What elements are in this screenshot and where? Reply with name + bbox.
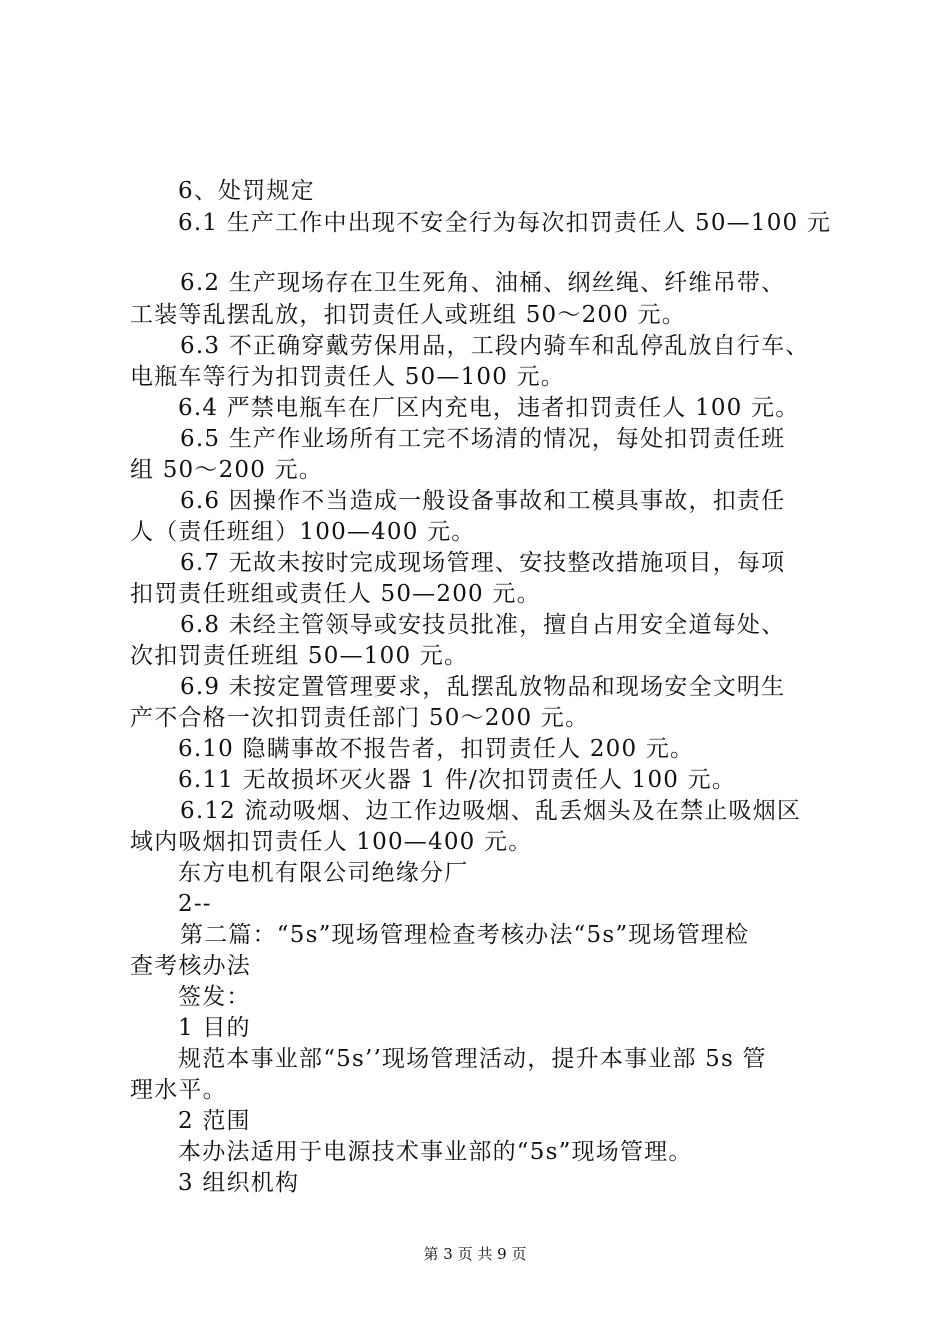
rule-6-9-line-1: 6.9 未按定置管理要求，乱摆乱放物品和现场安全文明生 — [180, 674, 786, 700]
rule-6-7-line-2: 扣罚责任班组或责任人 50—200 元。 — [130, 581, 541, 607]
part-two-title-line-2: 查考核办法 — [130, 953, 251, 979]
rule-6-7-line-1: 6.7 无故未按时完成现场管理、安技整改措施项目，每项 — [180, 550, 786, 576]
scope-text: 本办法适用于电源技术事业部的“5s”现场管理。 — [178, 1139, 693, 1165]
rule-6-8-line-2: 次扣罚责任班组 50—100 元。 — [130, 643, 469, 669]
rule-6-12-line-2: 域内吸烟扣罚责任人 100—400 元。 — [130, 829, 533, 855]
purpose-text-line-1: 规范本事业部“5s’’现场管理活动，提升本事业部 5s 管 — [178, 1046, 767, 1072]
rule-6-6-line-2: 人（责任班组）100—400 元。 — [130, 519, 476, 545]
rule-6-3-line-1: 6.3 不正确穿戴劳保用品，工段内骑车和乱停乱放自行车、 — [180, 333, 810, 359]
rule-6-5-line-1: 6.5 生产作业场所有工完不场清的情况，每处扣罚责任班 — [180, 426, 786, 452]
section-heading-penalties: 6、处罚规定 — [178, 178, 315, 204]
signoff-label: 签发： — [178, 984, 251, 1010]
rule-6-9-line-2: 产不合格一次扣罚责任部门 50～200 元。 — [130, 705, 590, 731]
issuer-name: 东方电机有限公司绝缘分厂 — [178, 860, 469, 886]
rule-6-3-line-2: 电瓶车等行为扣罚责任人 50—100 元。 — [130, 364, 565, 390]
section-scope-heading: 2 范围 — [178, 1108, 251, 1134]
purpose-text-line-2: 理水平。 — [130, 1077, 227, 1103]
part-two-title-line-1: 第二篇：“5s”现场管理检查考核办法“5s”现场管理检 — [180, 922, 750, 948]
rule-6-10: 6.10 隐瞒事故不报告者，扣罚责任人 200 元。 — [178, 736, 695, 762]
rule-6-2-line-1: 6.2 生产现场存在卫生死角、油桶、纲丝绳、纤维吊带、 — [180, 270, 786, 296]
rule-6-11: 6.11 无故损坏灭火器 1 件/次扣罚责任人 100 元。 — [178, 767, 737, 793]
rule-6-4: 6.4 严禁电瓶车在厂区内充电，违者扣罚责任人 100 元。 — [178, 395, 800, 421]
rule-6-6-line-1: 6.6 因操作不当造成一般设备事故和工模具事故，扣责任 — [180, 488, 786, 514]
rule-6-1: 6.1 生产工作中出现不安全行为每次扣罚责任人 50—100 元 — [178, 210, 832, 236]
rule-6-12-line-1: 6.12 流动吸烟、边工作边吸烟、乱丢烟头及在禁止吸烟区 — [180, 798, 802, 824]
section-organization-heading: 3 组织机构 — [178, 1170, 300, 1196]
rule-6-8-line-1: 6.8 未经主管领导或安技员批准，擅自占用安全道每处、 — [180, 612, 786, 638]
rule-6-2-line-2: 工装等乱摆乱放，扣罚责任人或班组 50～200 元。 — [130, 302, 686, 328]
page-footer: 第 3 页 共 9 页 — [423, 1245, 527, 1263]
page-marker: 2-- — [178, 891, 212, 917]
rule-6-5-line-2: 组 50～200 元。 — [130, 457, 323, 483]
section-purpose-heading: 1 目的 — [178, 1015, 251, 1041]
